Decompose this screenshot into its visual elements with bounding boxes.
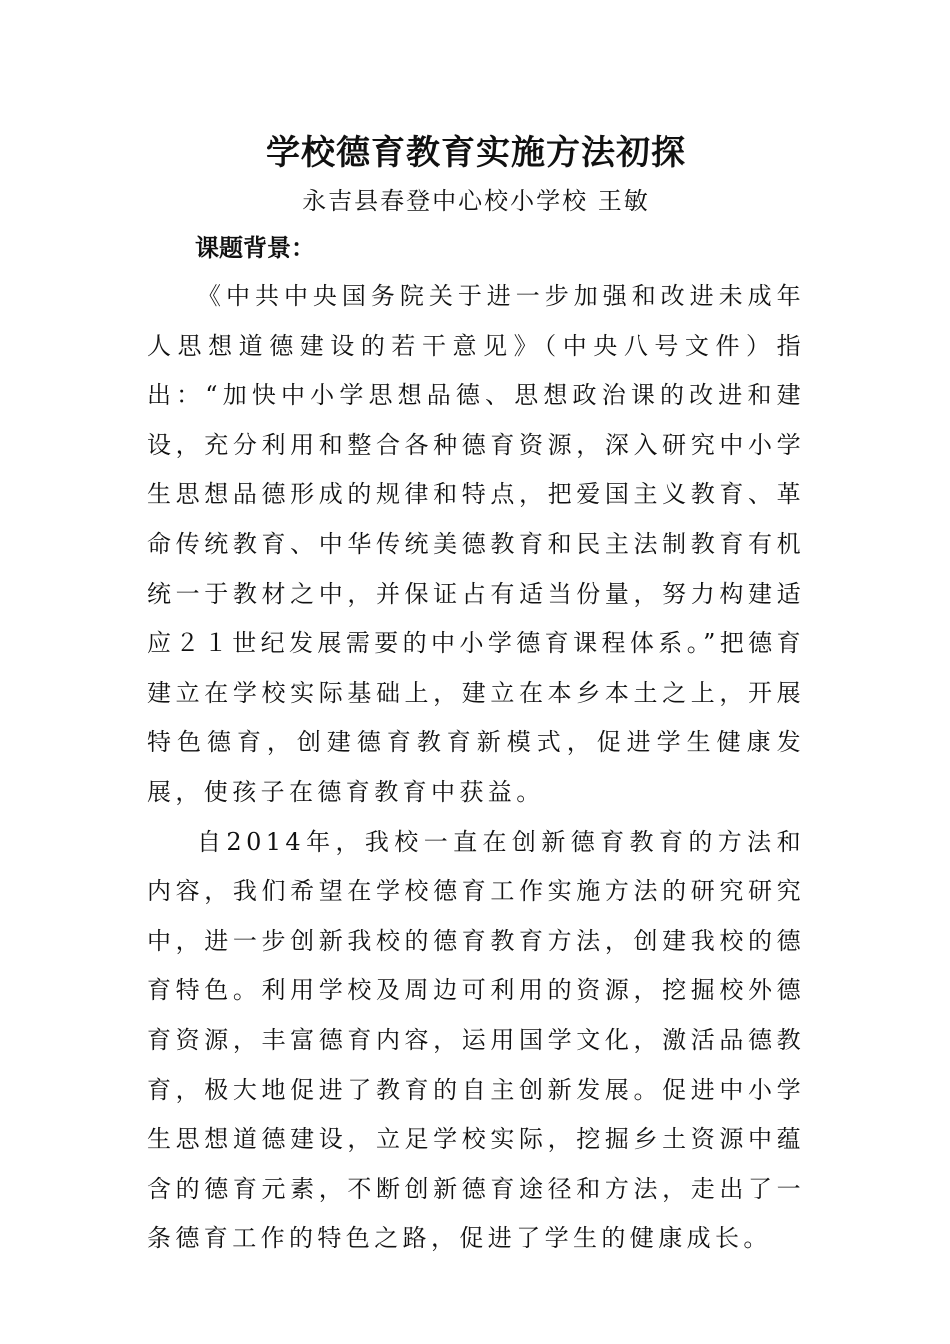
author-line: 永吉县春登中心校小学校 王敏 (302, 187, 650, 215)
section-heading: 课题背景： (195, 233, 315, 262)
body-paragraph-1: 《中共中央国务院关于进一步加强和改进未成年人思想道德建设的若干意见》（中央八号文件）指出：“加快中小学思想品德、思想政治课的改进和建设，充分利用和整合各种德育资源，深入研究中小学生思想品德形成的规律和特点，把爱国主义教育、革命传统教育、中华传统美德教育和民主法制教育有机统一于教材之中，并保证占有适当份量，努力构建适应２１世纪发展需要的中小学德育课程体系。”把德育建立在学校实际基础上，建立在本乡本土之上，开展特色德育，创建德育教育新模式，促进学生健康发展，使孩子在德育教育中获益。 (147, 282, 805, 806)
body-paragraph-2: 自2014年，我校一直在创新德育教育的方法和内容，我们希望在学校德育工作实施方法的研究研究中，进一步创新我校的德育教育方法，创建我校的德育特色。利用学校及周边可利用的资源，挖掘校外德育资源，丰富德育内容，运用国学文化，激活品德教育，极大地促进了教育的自主创新发展。促进中小学生思想道德建设，立足学校实际，挖掘乡土资源中蕴含的德育元素，不断创新德育途径和方法，走出了一条德育工作的特色之路，促进了学生的健康成长。 (147, 827, 805, 1253)
document-page (147, 128, 805, 1264)
document-title: 学校德育教育实施方法初探 (266, 133, 686, 173)
